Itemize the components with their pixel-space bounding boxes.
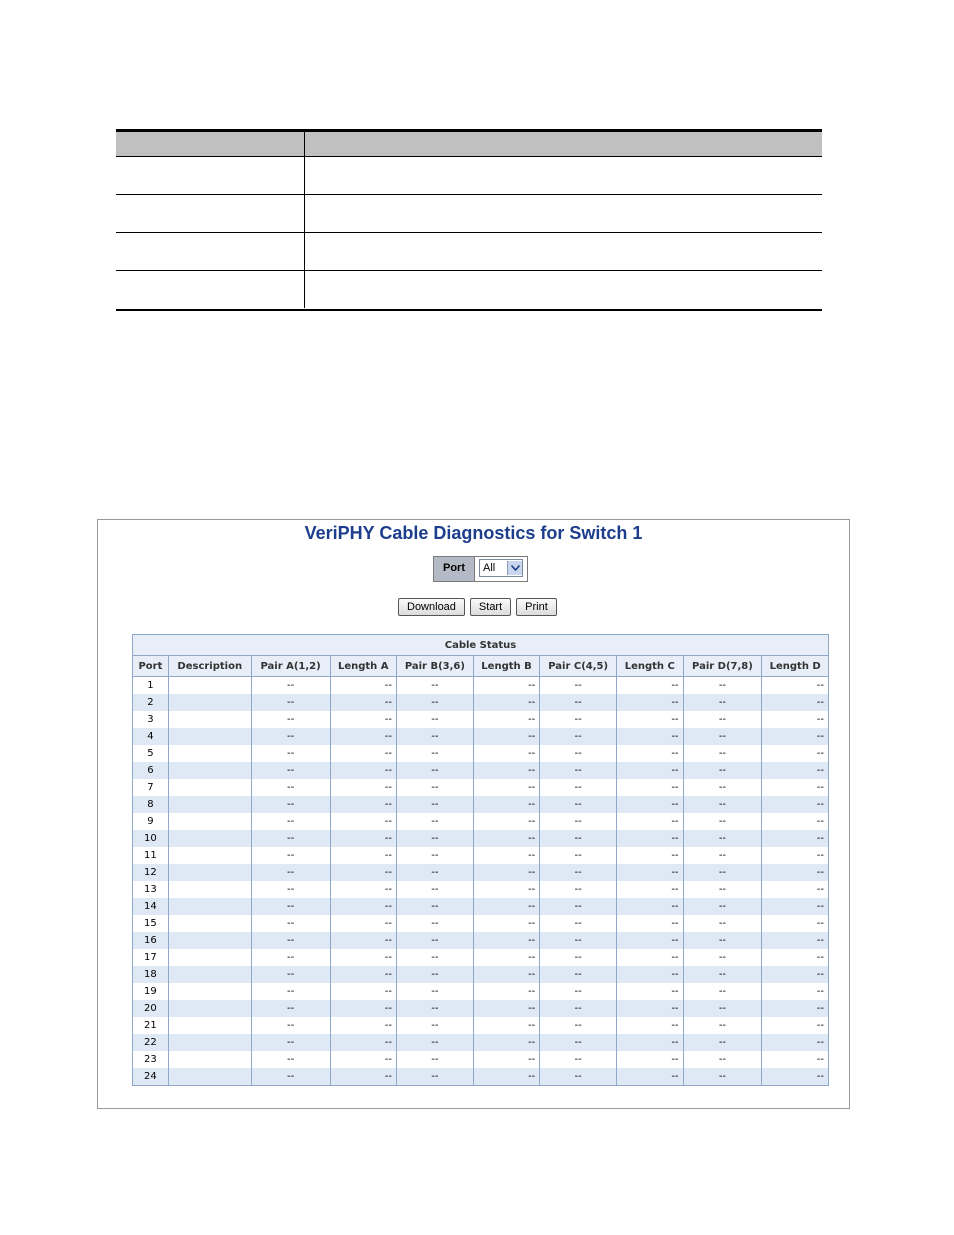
pair-c-cell: --	[540, 830, 617, 847]
pair-a-cell: --	[251, 1051, 330, 1068]
length-a-cell: --	[330, 847, 397, 864]
pair-a-cell: --	[251, 847, 330, 864]
pair-a-cell: --	[251, 1017, 330, 1034]
port-cell: 8	[133, 796, 169, 813]
pair-b-cell: --	[397, 813, 474, 830]
pair-a-cell: --	[251, 915, 330, 932]
chevron-down-icon[interactable]	[507, 561, 522, 575]
port-cell: 3	[133, 711, 169, 728]
length-d-cell: --	[762, 830, 829, 847]
length-a-cell: --	[330, 796, 397, 813]
table-row	[133, 847, 829, 864]
description-cell	[168, 898, 251, 915]
pair-c-cell: --	[540, 813, 617, 830]
length-d-cell: --	[762, 881, 829, 898]
pair-c-cell: --	[540, 1068, 617, 1086]
action-buttons	[398, 598, 557, 616]
length-b-cell: --	[473, 1034, 540, 1051]
pair-b-cell: --	[397, 830, 474, 847]
length-b-cell: --	[473, 813, 540, 830]
length-b-cell: --	[473, 1000, 540, 1017]
length-c-cell: --	[617, 966, 684, 983]
pair-c-cell: --	[540, 847, 617, 864]
header-cell-object	[116, 132, 305, 156]
length-a-cell: --	[330, 966, 397, 983]
length-b-cell: --	[473, 1051, 540, 1068]
length-a-cell: --	[330, 694, 397, 711]
table-row	[133, 694, 829, 711]
length-c-cell: --	[617, 745, 684, 762]
pair-d-cell: --	[683, 898, 762, 915]
pair-c-cell: --	[540, 966, 617, 983]
pair-c-cell: --	[540, 796, 617, 813]
description-cell	[168, 949, 251, 966]
cable-status-table	[132, 634, 829, 1086]
length-d-cell: --	[762, 1034, 829, 1051]
length-c-cell: --	[617, 983, 684, 1000]
length-d-cell: --	[762, 898, 829, 915]
description-cell	[168, 677, 251, 695]
length-b-cell: --	[473, 796, 540, 813]
col-length-c: Length C	[617, 656, 684, 677]
pair-a-cell: --	[251, 983, 330, 1000]
table-row	[133, 762, 829, 779]
length-d-cell: --	[762, 915, 829, 932]
length-a-cell: --	[330, 677, 397, 695]
length-c-cell: --	[617, 728, 684, 745]
length-a-cell: --	[330, 864, 397, 881]
description-cell	[168, 762, 251, 779]
col-length-a: Length A	[330, 656, 397, 677]
description-cell	[168, 796, 251, 813]
col-port: Port	[133, 656, 169, 677]
port-cell: 24	[133, 1068, 169, 1086]
length-d-cell: --	[762, 813, 829, 830]
pair-b-cell: --	[397, 728, 474, 745]
port-cell: 21	[133, 1017, 169, 1034]
length-d-cell: --	[762, 796, 829, 813]
pair-b-cell: --	[397, 966, 474, 983]
description-cell	[168, 711, 251, 728]
length-a-cell: --	[330, 762, 397, 779]
length-b-cell: --	[473, 966, 540, 983]
port-cell: 6	[133, 762, 169, 779]
length-a-cell: --	[330, 932, 397, 949]
port-cell: 20	[133, 1000, 169, 1017]
length-c-cell: --	[617, 949, 684, 966]
table-row	[133, 1034, 829, 1051]
length-d-cell: --	[762, 779, 829, 796]
pair-d-cell: --	[683, 779, 762, 796]
port-label: Port	[434, 557, 475, 581]
length-a-cell: --	[330, 898, 397, 915]
pair-b-cell: --	[397, 1034, 474, 1051]
pair-c-cell: --	[540, 881, 617, 898]
cable-status-caption: Cable Status	[133, 635, 829, 656]
pair-d-cell: --	[683, 694, 762, 711]
length-b-cell: --	[473, 694, 540, 711]
description-cell	[168, 966, 251, 983]
length-c-cell: --	[617, 1034, 684, 1051]
pair-b-cell: --	[397, 949, 474, 966]
length-c-cell: --	[617, 711, 684, 728]
length-d-cell: --	[762, 762, 829, 779]
length-b-cell: --	[473, 677, 540, 695]
pair-a-cell: --	[251, 898, 330, 915]
port-cell: 7	[133, 779, 169, 796]
length-b-cell: --	[473, 830, 540, 847]
length-c-cell: --	[617, 677, 684, 695]
description-cell	[168, 694, 251, 711]
col-length-d: Length D	[762, 656, 829, 677]
table-row	[133, 1017, 829, 1034]
table-row	[116, 271, 822, 308]
length-d-cell: --	[762, 932, 829, 949]
length-c-cell: --	[617, 813, 684, 830]
port-cell: 23	[133, 1051, 169, 1068]
length-d-cell: --	[762, 694, 829, 711]
pair-a-cell: --	[251, 813, 330, 830]
pair-b-cell: --	[397, 898, 474, 915]
port-cell: 17	[133, 949, 169, 966]
page-title: VeriPHY Cable Diagnostics for Switch 1	[304, 523, 643, 543]
pair-a-cell: --	[251, 677, 330, 695]
pair-c-cell: --	[540, 932, 617, 949]
pair-b-cell: --	[397, 694, 474, 711]
length-d-cell: --	[762, 1068, 829, 1086]
length-b-cell: --	[473, 915, 540, 932]
pair-b-cell: --	[397, 711, 474, 728]
port-cell: 5	[133, 745, 169, 762]
description-cell	[168, 864, 251, 881]
pair-a-cell: --	[251, 1068, 330, 1086]
length-b-cell: --	[473, 728, 540, 745]
pair-a-cell: --	[251, 881, 330, 898]
length-c-cell: --	[617, 898, 684, 915]
length-d-cell: --	[762, 677, 829, 695]
length-b-cell: --	[473, 847, 540, 864]
length-c-cell: --	[617, 932, 684, 949]
length-d-cell: --	[762, 711, 829, 728]
port-cell: 12	[133, 864, 169, 881]
description-cell	[168, 983, 251, 1000]
port-cell: 15	[133, 915, 169, 932]
length-c-cell: --	[617, 1068, 684, 1086]
table-row	[133, 830, 829, 847]
col-pair-a: Pair A(1,2)	[251, 656, 330, 677]
length-a-cell: --	[330, 745, 397, 762]
length-b-cell: --	[473, 983, 540, 1000]
port-selector	[433, 556, 528, 582]
pair-c-cell: --	[540, 983, 617, 1000]
length-b-cell: --	[473, 762, 540, 779]
print-button[interactable]: Print	[516, 598, 557, 616]
length-d-cell: --	[762, 1051, 829, 1068]
pair-d-cell: --	[683, 711, 762, 728]
pair-d-cell: --	[683, 762, 762, 779]
length-a-cell: --	[330, 779, 397, 796]
port-cell: 14	[133, 898, 169, 915]
length-c-cell: --	[617, 830, 684, 847]
length-a-cell: --	[330, 881, 397, 898]
port-cell: 1	[133, 677, 169, 695]
length-b-cell: --	[473, 881, 540, 898]
table-row	[116, 157, 822, 195]
pair-a-cell: --	[251, 694, 330, 711]
table-row	[133, 813, 829, 830]
pair-d-cell: --	[683, 796, 762, 813]
length-b-cell: --	[473, 949, 540, 966]
description-cell	[168, 813, 251, 830]
length-d-cell: --	[762, 728, 829, 745]
length-b-cell: --	[473, 864, 540, 881]
pair-d-cell: --	[683, 864, 762, 881]
table-row	[133, 745, 829, 762]
pair-b-cell: --	[397, 864, 474, 881]
pair-b-cell: --	[397, 932, 474, 949]
pair-a-cell: --	[251, 762, 330, 779]
pair-a-cell: --	[251, 728, 330, 745]
veriphy-panel	[97, 519, 850, 1109]
pair-a-cell: --	[251, 745, 330, 762]
table-row	[133, 1068, 829, 1086]
length-c-cell: --	[617, 915, 684, 932]
pair-d-cell: --	[683, 677, 762, 695]
pair-c-cell: --	[540, 762, 617, 779]
port-select-value: All	[483, 562, 496, 574]
description-cell	[168, 915, 251, 932]
description-cell	[168, 932, 251, 949]
pair-a-cell: --	[251, 830, 330, 847]
table-row	[133, 881, 829, 898]
table-row	[133, 932, 829, 949]
table-row	[133, 711, 829, 728]
pair-d-cell: --	[683, 949, 762, 966]
pair-d-cell: --	[683, 915, 762, 932]
pair-b-cell: --	[397, 847, 474, 864]
description-cell	[168, 1051, 251, 1068]
length-c-cell: --	[617, 1017, 684, 1034]
pair-a-cell: --	[251, 949, 330, 966]
description-cell	[168, 1017, 251, 1034]
pair-c-cell: --	[540, 915, 617, 932]
pair-b-cell: --	[397, 796, 474, 813]
length-c-cell: --	[617, 694, 684, 711]
pair-c-cell: --	[540, 711, 617, 728]
length-d-cell: --	[762, 864, 829, 881]
pair-c-cell: --	[540, 864, 617, 881]
pair-c-cell: --	[540, 728, 617, 745]
pair-a-cell: --	[251, 932, 330, 949]
length-a-cell: --	[330, 915, 397, 932]
port-cell: 22	[133, 1034, 169, 1051]
pair-b-cell: --	[397, 1051, 474, 1068]
pair-a-cell: --	[251, 1034, 330, 1051]
table-row	[133, 864, 829, 881]
document-parameter-table	[116, 129, 822, 311]
pair-a-cell: --	[251, 966, 330, 983]
port-cell: 11	[133, 847, 169, 864]
col-pair-b: Pair B(3,6)	[397, 656, 474, 677]
pair-a-cell: --	[251, 1000, 330, 1017]
pair-a-cell: --	[251, 864, 330, 881]
pair-d-cell: --	[683, 881, 762, 898]
length-c-cell: --	[617, 1051, 684, 1068]
length-a-cell: --	[330, 1034, 397, 1051]
pair-c-cell: --	[540, 898, 617, 915]
pair-c-cell: --	[540, 949, 617, 966]
description-cell	[168, 881, 251, 898]
description-cell	[168, 830, 251, 847]
pair-c-cell: --	[540, 1017, 617, 1034]
pair-b-cell: --	[397, 677, 474, 695]
pair-c-cell: --	[540, 694, 617, 711]
table-row	[116, 195, 822, 233]
description-cell	[168, 847, 251, 864]
port-cell: 18	[133, 966, 169, 983]
pair-c-cell: --	[540, 745, 617, 762]
length-c-cell: --	[617, 881, 684, 898]
length-b-cell: --	[473, 779, 540, 796]
length-b-cell: --	[473, 1017, 540, 1034]
col-pair-d: Pair D(7,8)	[683, 656, 762, 677]
length-d-cell: --	[762, 1000, 829, 1017]
port-cell: 19	[133, 983, 169, 1000]
description-cell	[168, 1034, 251, 1051]
pair-b-cell: --	[397, 881, 474, 898]
pair-b-cell: --	[397, 983, 474, 1000]
length-a-cell: --	[330, 1000, 397, 1017]
pair-d-cell: --	[683, 1051, 762, 1068]
pair-d-cell: --	[683, 813, 762, 830]
length-c-cell: --	[617, 762, 684, 779]
table-header-row	[116, 131, 822, 157]
pair-c-cell: --	[540, 1000, 617, 1017]
pair-c-cell: --	[540, 1034, 617, 1051]
length-c-cell: --	[617, 1000, 684, 1017]
pair-b-cell: --	[397, 915, 474, 932]
pair-a-cell: --	[251, 711, 330, 728]
pair-b-cell: --	[397, 745, 474, 762]
table-row	[133, 728, 829, 745]
pair-c-cell: --	[540, 1051, 617, 1068]
description-cell	[168, 728, 251, 745]
port-cell: 2	[133, 694, 169, 711]
pair-d-cell: --	[683, 1017, 762, 1034]
length-d-cell: --	[762, 983, 829, 1000]
pair-b-cell: --	[397, 1017, 474, 1034]
length-d-cell: --	[762, 949, 829, 966]
port-cell: 9	[133, 813, 169, 830]
pair-c-cell: --	[540, 677, 617, 695]
pair-d-cell: --	[683, 1068, 762, 1086]
length-a-cell: --	[330, 949, 397, 966]
col-description: Description	[168, 656, 251, 677]
pair-d-cell: --	[683, 830, 762, 847]
pair-c-cell: --	[540, 779, 617, 796]
length-d-cell: --	[762, 847, 829, 864]
table-row	[133, 779, 829, 796]
length-d-cell: --	[762, 745, 829, 762]
length-a-cell: --	[330, 830, 397, 847]
pair-d-cell: --	[683, 847, 762, 864]
table-row	[133, 1000, 829, 1017]
length-b-cell: --	[473, 898, 540, 915]
pair-d-cell: --	[683, 1000, 762, 1017]
pair-d-cell: --	[683, 932, 762, 949]
table-row	[133, 983, 829, 1000]
pair-d-cell: --	[683, 966, 762, 983]
pair-d-cell: --	[683, 1034, 762, 1051]
length-a-cell: --	[330, 711, 397, 728]
pair-b-cell: --	[397, 1068, 474, 1086]
pair-a-cell: --	[251, 796, 330, 813]
col-pair-c: Pair C(4,5)	[540, 656, 617, 677]
table-row	[133, 966, 829, 983]
start-button[interactable]: Start	[470, 598, 511, 616]
length-b-cell: --	[473, 711, 540, 728]
table-row	[133, 796, 829, 813]
length-c-cell: --	[617, 779, 684, 796]
download-button[interactable]: Download	[398, 598, 465, 616]
length-a-cell: --	[330, 1051, 397, 1068]
length-a-cell: --	[330, 1068, 397, 1086]
table-row	[133, 1051, 829, 1068]
description-cell	[168, 1000, 251, 1017]
length-b-cell: --	[473, 932, 540, 949]
table-row	[133, 898, 829, 915]
length-a-cell: --	[330, 813, 397, 830]
length-b-cell: --	[473, 1068, 540, 1086]
pair-d-cell: --	[683, 983, 762, 1000]
length-d-cell: --	[762, 1017, 829, 1034]
length-c-cell: --	[617, 847, 684, 864]
length-a-cell: --	[330, 728, 397, 745]
col-length-b: Length B	[473, 656, 540, 677]
length-b-cell: --	[473, 745, 540, 762]
table-bottom-rule	[116, 309, 822, 311]
port-cell: 13	[133, 881, 169, 898]
length-c-cell: --	[617, 796, 684, 813]
description-cell	[168, 1068, 251, 1086]
port-cell: 4	[133, 728, 169, 745]
column-header-row	[133, 656, 829, 677]
port-select[interactable]	[479, 559, 523, 577]
table-row	[133, 677, 829, 695]
length-d-cell: --	[762, 966, 829, 983]
length-a-cell: --	[330, 1017, 397, 1034]
pair-b-cell: --	[397, 1000, 474, 1017]
table-row	[133, 915, 829, 932]
table-row	[133, 949, 829, 966]
description-cell	[168, 745, 251, 762]
table-row	[116, 233, 822, 271]
port-cell: 16	[133, 932, 169, 949]
description-cell	[168, 779, 251, 796]
length-a-cell: --	[330, 983, 397, 1000]
pair-a-cell: --	[251, 779, 330, 796]
length-c-cell: --	[617, 864, 684, 881]
pair-b-cell: --	[397, 762, 474, 779]
pair-d-cell: --	[683, 745, 762, 762]
port-cell: 10	[133, 830, 169, 847]
pair-d-cell: --	[683, 728, 762, 745]
pair-b-cell: --	[397, 779, 474, 796]
